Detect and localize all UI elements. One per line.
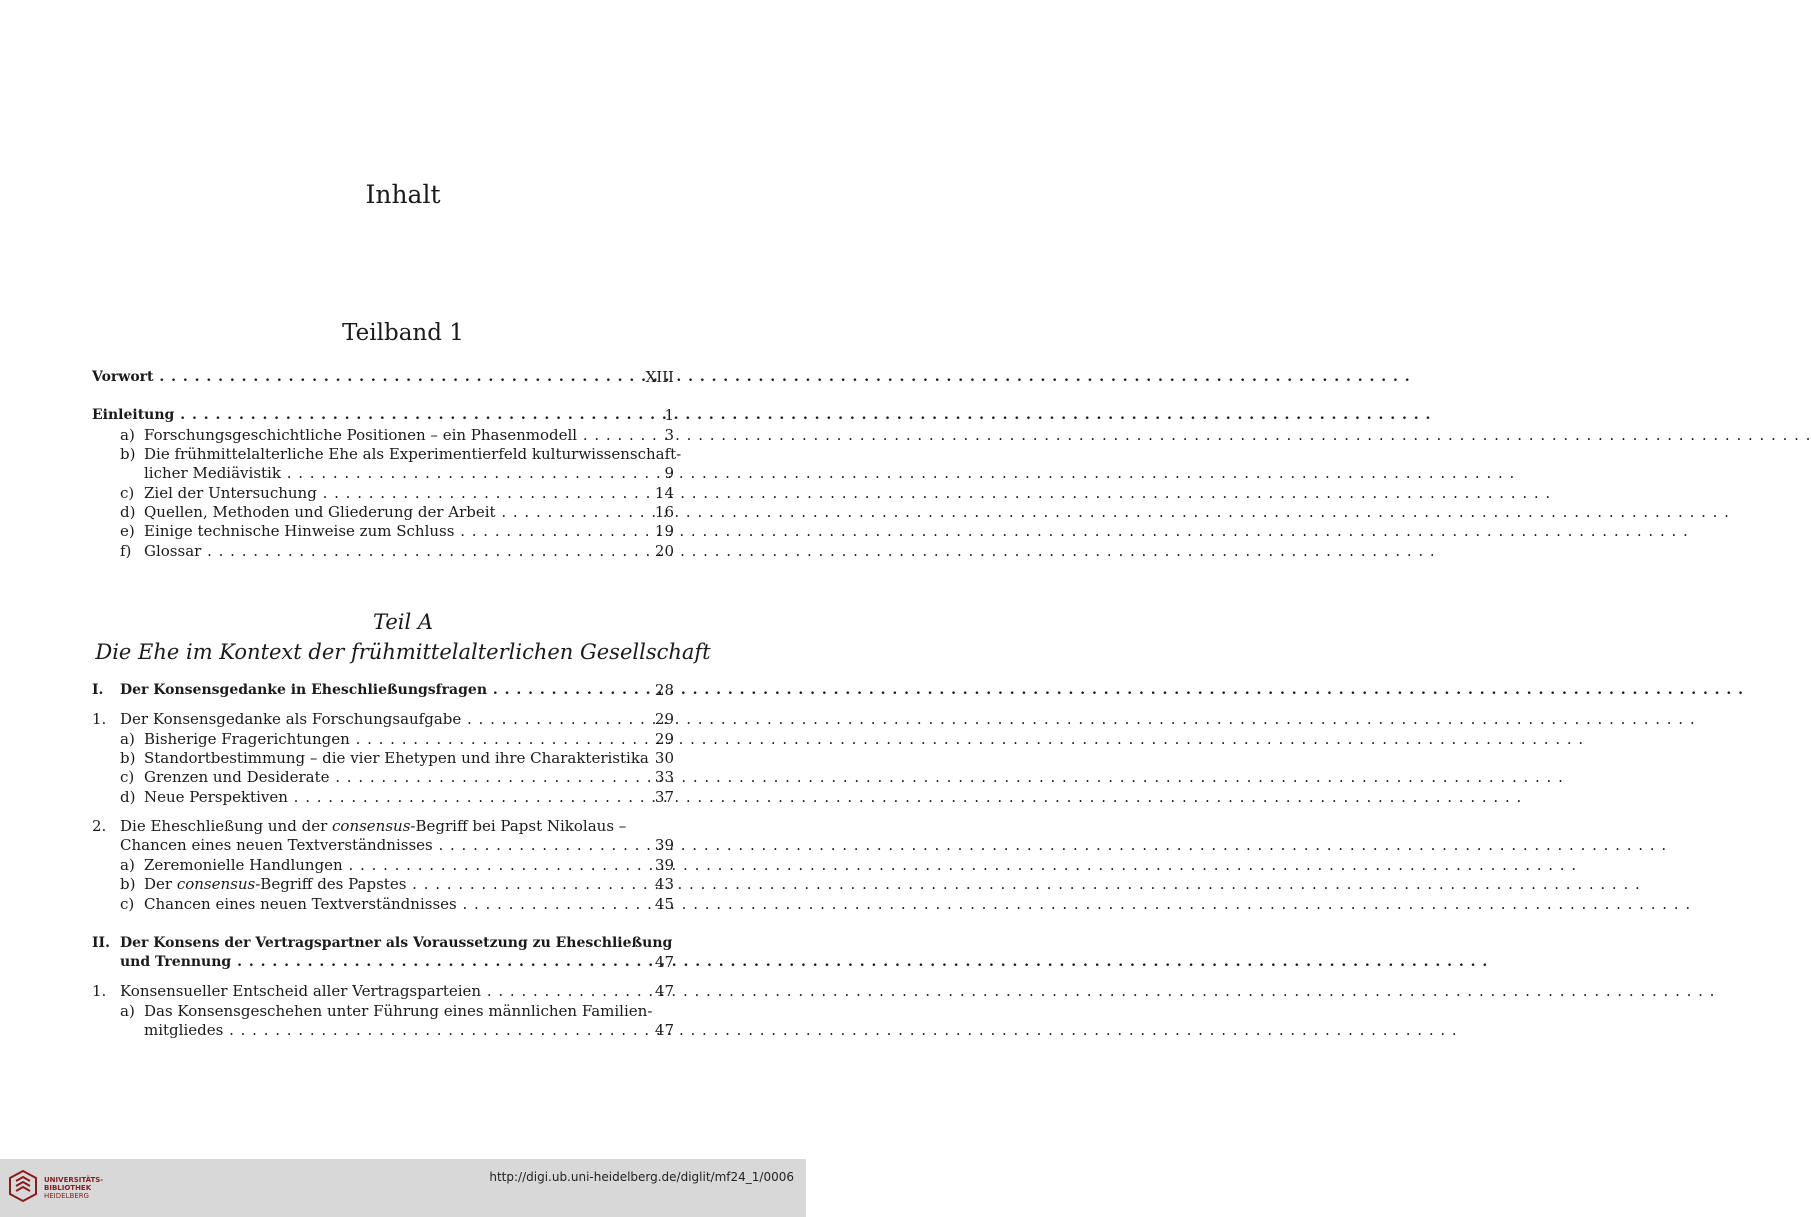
toc-text: licher Mediävistik . . . (144, 463, 626, 483)
toc-page: 16 (654, 503, 674, 521)
toc-page: 19 (654, 522, 674, 540)
part-label: Teil A (372, 610, 434, 634)
toc-text: Bisherige Fragerichtungen . . . (144, 729, 626, 749)
toc-entry (92, 748, 674, 768)
toc-page: 28 (654, 681, 674, 699)
toc-page: 1 (664, 406, 674, 424)
toc-text: Chancen eines neuen Textverständnisses . . . (144, 894, 626, 914)
toc-page: 45 (654, 895, 674, 913)
toc-entry-section (92, 709, 674, 729)
toc-number: 2. (92, 817, 107, 835)
toc-text: Grenzen und Desiderate . . . (144, 767, 626, 787)
toc-entry-chapter (92, 933, 674, 953)
toc-text-part: -Begriff des Papstes (255, 875, 407, 893)
toc-number: c) (120, 768, 135, 786)
toc-page: 37 (654, 788, 674, 806)
toc-entry (92, 425, 674, 445)
toc-page: 20 (654, 542, 674, 560)
toc-page: 33 (654, 768, 674, 786)
toc-text: Neue Perspektiven . . . (144, 787, 626, 807)
toc-page: 29 (654, 710, 674, 728)
toc-page: 47 (654, 953, 674, 971)
toc-number: II. (92, 935, 110, 951)
toc-text: Der Konsensgedanke als Forschungsaufgabe . . . (120, 709, 626, 729)
toc-text: Glossar . . . (144, 541, 626, 561)
toc-page: 39 (654, 856, 674, 874)
toc-number: I. (92, 682, 104, 698)
toc-page: XIII (645, 368, 674, 386)
toc-entry (92, 729, 674, 749)
toc-entry-section (92, 816, 674, 836)
toc-text-emphasis: consensus (332, 817, 411, 835)
toc-text (144, 874, 626, 894)
toc-page: 29 (654, 730, 674, 748)
toc-number: c) (120, 484, 135, 502)
toc-text: Der Konsens der Vertragspartner als Voraussetzung zu Eheschließung (120, 935, 673, 951)
toc-text: Forschungsgeschichtliche Positionen – ein Phasenmodell . . . (144, 425, 626, 445)
library-name-line: HEIDELBERG (44, 1192, 89, 1200)
toc-page: 47 (654, 1021, 674, 1039)
library-name-line: UNIVERSITÄTS- (44, 1176, 104, 1184)
toc-number: f) (120, 542, 132, 560)
toc-text: und Trennung . . . (120, 952, 626, 972)
toc-number: b) (120, 875, 136, 893)
toc-entry (92, 1001, 674, 1021)
page-title: Inhalt (365, 180, 441, 209)
toc-entry-section (92, 981, 674, 1001)
toc-text: Standortbestimmung – die vier Ehetypen und ihre Charakteristika (144, 749, 649, 767)
toc-number: 1. (92, 982, 107, 1000)
toc-number: a) (120, 730, 135, 748)
toc-text-part: Der (144, 875, 177, 893)
toc-number: b) (120, 445, 136, 463)
source-url[interactable]: http://digi.ub.uni-heidelberg.de/diglit/mf24_1/0006 (489, 1170, 794, 1184)
toc-text: Das Konsensgeschehen unter Führung eines männlichen Familien- (144, 1002, 653, 1020)
toc-label: Einleitung . . . (92, 405, 626, 425)
toc-number: a) (120, 856, 135, 874)
toc-entry (92, 767, 674, 787)
toc-entry-vorwort (92, 367, 674, 387)
toc-page: 47 (654, 982, 674, 1000)
toc-text: Die frühmittelalterliche Ehe als Experimentierfeld kulturwissenschaft- (144, 445, 682, 463)
toc-text: Einige technische Hinweise zum Schluss . . . (144, 521, 626, 541)
toc-text: Quellen, Methoden und Gliederung der Arbeit . . . (144, 502, 626, 522)
toc-page: 30 (654, 749, 674, 767)
toc-text: Zeremonielle Handlungen . . . (144, 855, 626, 875)
toc-number: a) (120, 1002, 135, 1020)
toc-number: e) (120, 522, 135, 540)
toc-entry (92, 855, 674, 875)
toc-number: d) (120, 503, 136, 521)
toc-page: 9 (664, 464, 674, 482)
toc-entry-continued (92, 835, 674, 855)
part-title: Die Ehe im Kontext der frühmittelalterlichen Gesellschaft (95, 640, 711, 664)
part-heading (0, 607, 806, 667)
toc-entry-continued (92, 952, 674, 972)
toc-entry-continued (92, 1020, 674, 1040)
toc-entry-continued (92, 463, 674, 483)
toc-number: d) (120, 788, 136, 806)
toc-entry (92, 787, 674, 807)
toc-text-part: -Begriff bei Papst Nikolaus – (410, 817, 627, 835)
toc-entry (92, 502, 674, 522)
toc-entry (92, 541, 674, 561)
toc-text: Ziel der Untersuchung . . . (144, 483, 626, 503)
toc-entry (92, 894, 674, 914)
library-name-line: BIBLIOTHEK (44, 1184, 92, 1192)
toc-entry-chapter (92, 680, 674, 700)
toc-label: Vorwort . . . (92, 367, 626, 387)
toc-text: Konsensueller Entscheid aller Vertragsparteien . . . (120, 981, 626, 1001)
toc-text: Chancen eines neuen Textverständnisses . . . (120, 835, 626, 855)
toc-text: mitgliedes . . . (144, 1020, 626, 1040)
toc-page: 3 (664, 426, 674, 444)
toc-number: a) (120, 426, 135, 444)
toc-entry-einleitung (92, 405, 674, 425)
library-logo-icon (8, 1169, 38, 1203)
toc-text-part: Die Eheschließung und der (120, 817, 333, 835)
toc-number: b) (120, 749, 136, 767)
toc-number: 1. (92, 710, 107, 728)
toc-text: Der Konsensgedanke in Eheschließungsfragen . . . (120, 680, 626, 700)
footer-bar (0, 1159, 806, 1217)
band-title: Teilband 1 (342, 320, 464, 346)
toc-number: c) (120, 895, 135, 913)
toc-page: 39 (654, 836, 674, 854)
toc-page: 43 (654, 875, 674, 893)
toc-page: 14 (654, 484, 674, 502)
toc-text-emphasis: consensus (176, 875, 256, 893)
toc-entry (92, 521, 674, 541)
toc-entry (92, 874, 674, 894)
toc-text (120, 816, 626, 836)
library-name (44, 1176, 103, 1200)
toc-entry (92, 483, 674, 503)
toc-entry (92, 444, 682, 464)
